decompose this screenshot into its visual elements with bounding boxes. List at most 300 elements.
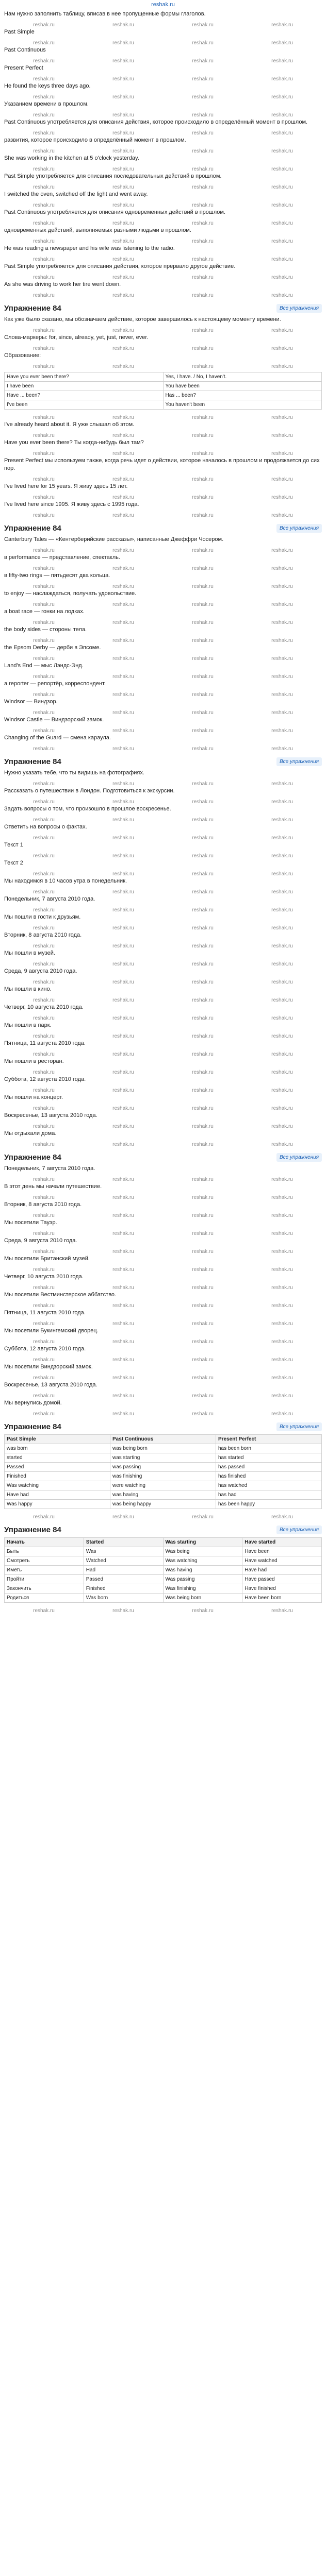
- watermark-text: reshak.ru: [33, 451, 55, 456]
- watermark-row: [4, 834, 322, 841]
- watermark-text: reshak.ru: [192, 433, 214, 438]
- watermark-text: reshak.ru: [33, 495, 55, 500]
- exercise-header: [4, 757, 322, 766]
- watermark-text: reshak.ru: [33, 40, 55, 46]
- watermark-text: reshak.ru: [112, 584, 134, 589]
- watermark-text: reshak.ru: [112, 1195, 134, 1200]
- watermark-text: reshak.ru: [271, 328, 293, 333]
- text-line: Среда, 9 августа 2010 года.: [4, 968, 77, 974]
- watermark-text: reshak.ru: [112, 415, 134, 420]
- watermark-text: reshak.ru: [112, 1106, 134, 1111]
- watermark-text: reshak.ru: [33, 1195, 55, 1200]
- table-cell: has started: [216, 1453, 322, 1463]
- table-cell: Started: [84, 1538, 163, 1547]
- intro-present-perfect: Present Perfect: [4, 65, 43, 71]
- text-line: в fifty-two rings — пятьдесят два кольца.: [4, 572, 110, 579]
- watermark-row: [4, 888, 322, 895]
- table-cell: You haven't been: [163, 400, 322, 410]
- watermark-row: [4, 450, 322, 457]
- watermark-text: reshak.ru: [33, 1177, 55, 1182]
- watermark-text: reshak.ru: [192, 1321, 214, 1327]
- text-line: развития, которое происходило в определённый момент в прошлом.: [4, 137, 186, 143]
- watermark-text: reshak.ru: [112, 1285, 134, 1291]
- watermark-text: reshak.ru: [271, 495, 293, 500]
- watermark-text: reshak.ru: [271, 1357, 293, 1363]
- table-cell: was passing: [110, 1463, 216, 1472]
- watermark-text: reshak.ru: [192, 1195, 214, 1200]
- text-line: Мы пошли в гости к друзьям.: [4, 914, 81, 920]
- watermark-text: reshak.ru: [33, 1249, 55, 1255]
- watermark-row: [4, 129, 322, 137]
- watermark-text: reshak.ru: [271, 746, 293, 752]
- watermark-text: reshak.ru: [112, 1124, 134, 1129]
- table-cell: Have ... been?: [5, 391, 164, 400]
- text-line: В этот день мы начали путешествие.: [4, 1183, 102, 1190]
- site-header[interactable]: [0, 0, 326, 10]
- text-line: the Epsom Derby — дерби в Эпсоме.: [4, 645, 101, 651]
- watermark-text: reshak.ru: [33, 477, 55, 482]
- watermark-text: reshak.ru: [33, 1070, 55, 1075]
- watermark-row: [4, 816, 322, 823]
- text-line: Мы вернулись домой.: [4, 1400, 62, 1406]
- all-exercises-link[interactable]: Все упражнения: [276, 1422, 322, 1431]
- watermark-text: reshak.ru: [192, 889, 214, 895]
- watermark-text: reshak.ru: [112, 58, 134, 64]
- all-exercises-link[interactable]: Все упражнения: [276, 1153, 322, 1162]
- table-cell: Was being born: [163, 1594, 242, 1603]
- watermark-text: reshak.ru: [192, 275, 214, 280]
- watermark-text: reshak.ru: [112, 328, 134, 333]
- table-row: [5, 1453, 322, 1463]
- watermark-row: [4, 93, 322, 100]
- watermark-text: reshak.ru: [271, 925, 293, 931]
- watermark-text: reshak.ru: [192, 495, 214, 500]
- watermark-text: reshak.ru: [271, 257, 293, 262]
- watermark-text: reshak.ru: [112, 548, 134, 553]
- watermark-text: reshak.ru: [271, 853, 293, 859]
- watermark-text: reshak.ru: [112, 202, 134, 208]
- watermark-text: reshak.ru: [112, 1608, 134, 1614]
- watermark-text: reshak.ru: [271, 1267, 293, 1273]
- text-line: Ответить на вопросы о фактах.: [4, 824, 87, 830]
- watermark-text: reshak.ru: [112, 433, 134, 438]
- text-line: Мы отдыхали дома.: [4, 1130, 57, 1137]
- watermark-text: reshak.ru: [192, 853, 214, 859]
- text-line: I've already heard about it. Я уже слышал об этом.: [4, 421, 135, 428]
- watermark-row: [4, 852, 322, 859]
- watermark-text: reshak.ru: [112, 1213, 134, 1218]
- text-line: Canterbury Tales — «Кентерберийские рассказы», написанные Джеффри Чосером.: [4, 536, 224, 543]
- watermark-row: [4, 238, 322, 245]
- watermark-text: reshak.ru: [33, 1015, 55, 1021]
- table-cell: Was having: [163, 1566, 242, 1575]
- table-cell: Was finishing: [163, 1584, 242, 1594]
- watermark-text: reshak.ru: [33, 979, 55, 985]
- watermark-text: reshak.ru: [192, 513, 214, 518]
- watermark-row: [4, 183, 322, 191]
- text-line: a boat race — гонки на лодках.: [4, 608, 85, 615]
- watermark-text: reshak.ru: [271, 799, 293, 805]
- table-cell: Закончить: [5, 1584, 84, 1594]
- text-line: Мы пошли на концерт.: [4, 1094, 63, 1100]
- watermark-text: reshak.ru: [33, 76, 55, 82]
- watermark-text: reshak.ru: [112, 451, 134, 456]
- watermark-text: reshak.ru: [192, 1142, 214, 1147]
- watermark-text: reshak.ru: [192, 746, 214, 752]
- watermark-text: reshak.ru: [271, 1177, 293, 1182]
- text-line: Have you ever been there? Ты когда-нибудь был там?: [4, 439, 144, 446]
- data-table: [4, 372, 322, 410]
- text-line: He was reading a newspaper and his wife was listening to the radio.: [4, 245, 175, 251]
- watermark-text: reshak.ru: [192, 1514, 214, 1520]
- table-row: [5, 1435, 322, 1444]
- watermark-text: reshak.ru: [33, 513, 55, 518]
- text-line: I switched the oven, switched off the light and went away.: [4, 191, 148, 197]
- text-line: одновременных действий, выполняемых разными людьми в прошлом.: [4, 227, 191, 233]
- watermark-text: reshak.ru: [271, 620, 293, 625]
- text-line: Суббота, 12 августа 2010 года.: [4, 1076, 86, 1082]
- watermark-text: reshak.ru: [271, 1393, 293, 1399]
- text-line: Present Perfect мы используем также, когда речь идет о действии, которое началось в прошлом и продолжается до сих пор.: [4, 457, 320, 471]
- watermark-row: [4, 1032, 322, 1040]
- watermark-text: reshak.ru: [192, 40, 214, 46]
- table-cell: Have passed: [242, 1575, 322, 1584]
- watermark-text: reshak.ru: [33, 1124, 55, 1129]
- watermark-text: reshak.ru: [192, 1033, 214, 1039]
- text-line: Мы посетили Виндзорский замок.: [4, 1364, 93, 1370]
- watermark-text: reshak.ru: [192, 22, 214, 28]
- watermark-row: [4, 780, 322, 787]
- watermark-text: reshak.ru: [112, 925, 134, 931]
- table-row: [5, 1481, 322, 1490]
- watermark-text: reshak.ru: [33, 1267, 55, 1273]
- watermark-row: [4, 1212, 322, 1219]
- watermark-text: reshak.ru: [271, 1070, 293, 1075]
- watermark-text: reshak.ru: [112, 130, 134, 136]
- text-line: She was working in the kitchen at 5 o'clock yesterday.: [4, 155, 139, 161]
- intro-past-simple: Past Simple: [4, 29, 35, 35]
- text-section: [4, 769, 322, 877]
- watermark-row: [4, 363, 322, 370]
- watermark-text: reshak.ru: [112, 1339, 134, 1345]
- table-cell: Was happy: [5, 1500, 110, 1509]
- watermark-text: reshak.ru: [192, 346, 214, 351]
- watermark-text: reshak.ru: [112, 1088, 134, 1093]
- table-row: [5, 391, 322, 400]
- watermark-row: [4, 21, 322, 28]
- watermark-row: [4, 1338, 322, 1345]
- exercise-header: [4, 304, 322, 313]
- watermark-text: reshak.ru: [192, 656, 214, 662]
- table-cell: Родиться: [5, 1594, 84, 1603]
- watermark-text: reshak.ru: [271, 566, 293, 571]
- watermark-text: reshak.ru: [271, 275, 293, 280]
- text-line: Понедельник, 7 августа 2010 года.: [4, 896, 95, 902]
- text-line: Мы посетили Вестминстерское аббатство.: [4, 1292, 117, 1298]
- table-cell: You have been: [163, 382, 322, 391]
- table-row: [5, 372, 322, 382]
- watermark-text: reshak.ru: [271, 239, 293, 244]
- watermark-row: [4, 1302, 322, 1309]
- watermark-text: reshak.ru: [33, 907, 55, 913]
- watermark-text: reshak.ru: [192, 943, 214, 949]
- watermark-text: reshak.ru: [112, 1015, 134, 1021]
- watermark-text: reshak.ru: [33, 799, 55, 805]
- watermark-text: reshak.ru: [192, 166, 214, 172]
- watermark-text: reshak.ru: [112, 257, 134, 262]
- watermark-row: [4, 619, 322, 626]
- watermark-text: reshak.ru: [271, 710, 293, 716]
- all-exercises-link[interactable]: Все упражнения: [276, 304, 322, 313]
- table-cell: Had: [84, 1566, 163, 1575]
- text-line: Мы пошли в музей.: [4, 950, 55, 956]
- watermark-text: reshak.ru: [33, 961, 55, 967]
- watermark-text: reshak.ru: [192, 239, 214, 244]
- watermark-row: [4, 292, 322, 299]
- watermark-text: reshak.ru: [112, 566, 134, 571]
- watermark-row: [4, 924, 322, 931]
- watermark-text: reshak.ru: [112, 364, 134, 369]
- watermark-text: reshak.ru: [112, 94, 134, 100]
- text-line: Windsor — Виндзор.: [4, 699, 58, 705]
- table-cell: has passed: [216, 1463, 322, 1472]
- table-cell: Passed: [5, 1463, 110, 1472]
- watermark-text: reshak.ru: [271, 656, 293, 662]
- watermark-text: reshak.ru: [271, 692, 293, 698]
- table-cell: Быть: [5, 1547, 84, 1556]
- watermark-text: reshak.ru: [33, 871, 55, 877]
- table-cell: Have finished: [242, 1584, 322, 1594]
- watermark-text: reshak.ru: [112, 148, 134, 154]
- watermark-row: [4, 1069, 322, 1076]
- watermark-text: reshak.ru: [33, 692, 55, 698]
- watermark-text: reshak.ru: [192, 184, 214, 190]
- watermark-text: reshak.ru: [192, 148, 214, 154]
- watermark-text: reshak.ru: [33, 202, 55, 208]
- watermark-text: reshak.ru: [33, 656, 55, 662]
- text-line: Мы посетили Британский музей.: [4, 1256, 90, 1262]
- site-domain-link[interactable]: reshak.ru: [151, 2, 175, 8]
- watermark-text: reshak.ru: [112, 907, 134, 913]
- watermark-text: reshak.ru: [271, 513, 293, 518]
- table-cell: was starting: [110, 1453, 216, 1463]
- watermark-row: [4, 274, 322, 281]
- watermark-text: reshak.ru: [112, 76, 134, 82]
- watermark-text: reshak.ru: [271, 979, 293, 985]
- watermark-text: reshak.ru: [33, 548, 55, 553]
- watermark-text: reshak.ru: [112, 221, 134, 226]
- watermark-row: [4, 1105, 322, 1112]
- watermark-text: reshak.ru: [33, 566, 55, 571]
- exercise-header: [4, 1422, 322, 1431]
- watermark-text: reshak.ru: [112, 853, 134, 859]
- watermark-text: reshak.ru: [192, 1608, 214, 1614]
- watermark-text: reshak.ru: [33, 415, 55, 420]
- watermark-text: reshak.ru: [192, 692, 214, 698]
- text-line: Past Simple употребляется для описания действия, которое прервало другое действие.: [4, 263, 236, 269]
- watermark-text: reshak.ru: [271, 1375, 293, 1381]
- watermark-text: reshak.ru: [192, 1393, 214, 1399]
- watermark-text: reshak.ru: [271, 477, 293, 482]
- watermark-text: reshak.ru: [271, 1411, 293, 1417]
- all-exercises-link[interactable]: Все упражнения: [276, 757, 322, 766]
- watermark-text: reshak.ru: [271, 728, 293, 734]
- table-cell: I've been: [5, 400, 164, 410]
- table-cell: Have had: [242, 1566, 322, 1575]
- watermark-text: reshak.ru: [33, 364, 55, 369]
- watermark-text: reshak.ru: [112, 889, 134, 895]
- watermark-text: reshak.ru: [271, 943, 293, 949]
- text-section: [4, 877, 322, 1148]
- text-line: Вторник, 8 августа 2010 года.: [4, 932, 82, 938]
- watermark-text: reshak.ru: [33, 1033, 55, 1039]
- text-line: Четверг, 10 августа 2010 года.: [4, 1004, 84, 1010]
- watermark-row: [4, 637, 322, 644]
- watermark-text: reshak.ru: [271, 1015, 293, 1021]
- watermark-text: reshak.ru: [33, 112, 55, 118]
- table-row: [5, 1500, 322, 1509]
- watermark-text: reshak.ru: [271, 1303, 293, 1309]
- all-exercises-link[interactable]: Все упражнения: [276, 524, 322, 533]
- watermark-text: reshak.ru: [33, 853, 55, 859]
- watermark-text: reshak.ru: [33, 1213, 55, 1218]
- watermark-text: reshak.ru: [112, 239, 134, 244]
- watermark-row: [4, 1087, 322, 1094]
- text-line: to enjoy — наслаждаться, получать удовольствие.: [4, 590, 137, 597]
- text-line: Мы пошли в ресторан.: [4, 1058, 64, 1064]
- table-row: [5, 1490, 322, 1500]
- all-exercises-link[interactable]: Все упражнения: [276, 1526, 322, 1534]
- watermark-text: reshak.ru: [192, 1106, 214, 1111]
- text-line: the body sides — стороны тела.: [4, 626, 87, 633]
- watermark-text: reshak.ru: [33, 1321, 55, 1327]
- watermark-row: [4, 1284, 322, 1291]
- watermark-text: reshak.ru: [112, 275, 134, 280]
- watermark-text: reshak.ru: [271, 148, 293, 154]
- watermark-text: reshak.ru: [192, 817, 214, 823]
- watermark-text: reshak.ru: [271, 1142, 293, 1147]
- watermark-text: reshak.ru: [271, 1195, 293, 1200]
- watermark-text: reshak.ru: [33, 22, 55, 28]
- watermark-text: reshak.ru: [271, 1213, 293, 1218]
- watermark-text: reshak.ru: [33, 257, 55, 262]
- text-line: Мы пошли в парк.: [4, 1022, 52, 1028]
- watermark-text: reshak.ru: [271, 1285, 293, 1291]
- watermark-row: [4, 1141, 322, 1148]
- watermark-text: reshak.ru: [33, 728, 55, 734]
- watermark-row: [4, 1392, 322, 1399]
- watermark-row: [4, 219, 322, 227]
- watermark-row: [4, 673, 322, 680]
- text-line: Среда, 9 августа 2010 года.: [4, 1238, 77, 1244]
- table-cell: has had: [216, 1490, 322, 1500]
- watermark-text: reshak.ru: [112, 166, 134, 172]
- watermark-text: reshak.ru: [192, 1339, 214, 1345]
- watermark-text: reshak.ru: [112, 692, 134, 698]
- watermark-text: reshak.ru: [112, 817, 134, 823]
- watermark-text: reshak.ru: [271, 889, 293, 895]
- watermark-text: reshak.ru: [271, 202, 293, 208]
- text-section: [4, 1165, 322, 1417]
- watermark-text: reshak.ru: [33, 433, 55, 438]
- watermark-text: reshak.ru: [112, 1303, 134, 1309]
- watermark-text: reshak.ru: [112, 293, 134, 298]
- watermark-text: reshak.ru: [33, 1231, 55, 1236]
- watermark-row: [4, 709, 322, 716]
- watermark-text: reshak.ru: [271, 346, 293, 351]
- watermark-text: reshak.ru: [192, 1375, 214, 1381]
- watermark-text: reshak.ru: [112, 495, 134, 500]
- intro-block: [4, 10, 322, 118]
- table-cell: Have watched: [242, 1556, 322, 1566]
- watermark-text: reshak.ru: [112, 112, 134, 118]
- watermark-text: reshak.ru: [33, 1357, 55, 1363]
- table-cell: Present Perfect: [216, 1435, 322, 1444]
- text-line: Образование:: [4, 352, 41, 359]
- table-cell: was finishing: [110, 1472, 216, 1481]
- watermark-text: reshak.ru: [112, 961, 134, 967]
- watermark-text: reshak.ru: [192, 835, 214, 841]
- text-line: I've lived here since 1995. Я живу здесь с 1995 года.: [4, 501, 139, 507]
- data-table: [4, 1434, 322, 1509]
- intro-example: He found the keys three days ago.: [4, 83, 91, 89]
- watermark-row: [4, 75, 322, 82]
- watermark-text: reshak.ru: [192, 451, 214, 456]
- watermark-text: reshak.ru: [112, 1514, 134, 1520]
- text-line: Мы посетили Букингемский дворец.: [4, 1328, 99, 1334]
- watermark-text: reshak.ru: [112, 674, 134, 680]
- watermark-row: [4, 906, 322, 913]
- table-cell: Was: [84, 1547, 163, 1556]
- watermark-text: reshak.ru: [192, 907, 214, 913]
- table-cell: Passed: [84, 1575, 163, 1584]
- watermark-text: reshak.ru: [33, 239, 55, 244]
- table-cell: was being happy: [110, 1500, 216, 1509]
- intro-line1: Нам нужно заполнить таблицу, вписав в нее пропущенные формы глаголов.: [4, 11, 206, 17]
- text-line: Пятница, 11 августа 2010 года.: [4, 1040, 86, 1046]
- watermark-text: reshak.ru: [33, 638, 55, 643]
- table-cell: Finished: [84, 1584, 163, 1594]
- table-row: [5, 1444, 322, 1453]
- text-line: Текст 1: [4, 842, 23, 848]
- watermark-text: reshak.ru: [271, 674, 293, 680]
- watermark-text: reshak.ru: [112, 746, 134, 752]
- table-cell: was born: [5, 1444, 110, 1453]
- watermark-text: reshak.ru: [271, 817, 293, 823]
- watermark-text: reshak.ru: [271, 40, 293, 46]
- watermark-text: reshak.ru: [33, 1285, 55, 1291]
- watermark-text: reshak.ru: [112, 781, 134, 787]
- watermark-text: reshak.ru: [112, 40, 134, 46]
- watermark-text: reshak.ru: [33, 674, 55, 680]
- watermark-text: reshak.ru: [112, 346, 134, 351]
- text-line: Past Simple употребляется для описания последовательных действий в прошлом.: [4, 173, 222, 179]
- text-section: [4, 316, 322, 370]
- watermark-text: reshak.ru: [33, 1375, 55, 1381]
- text-line: Суббота, 12 августа 2010 года.: [4, 1346, 86, 1352]
- watermark-text: reshak.ru: [33, 889, 55, 895]
- watermark-text: reshak.ru: [192, 1052, 214, 1057]
- table-cell: Have been: [242, 1547, 322, 1556]
- table-row: [5, 382, 322, 391]
- watermark-text: reshak.ru: [192, 293, 214, 298]
- watermark-text: reshak.ru: [112, 979, 134, 985]
- watermark-row: [4, 547, 322, 554]
- text-line: Past Continuous употребляется для описания действия, которое происходило в определённый момент в прошлом.: [4, 119, 308, 125]
- table-cell: Have started: [242, 1538, 322, 1547]
- watermark-text: reshak.ru: [112, 1375, 134, 1381]
- watermark-text: reshak.ru: [33, 1411, 55, 1417]
